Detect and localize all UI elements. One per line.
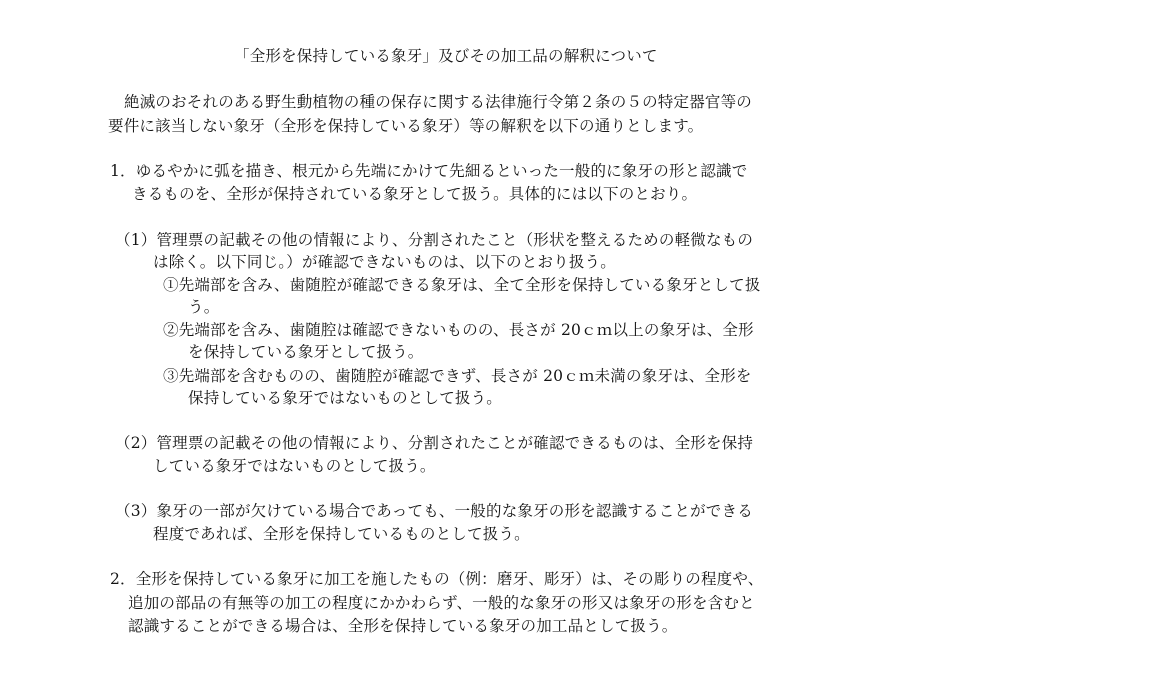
subsection-1-line-1: （1）管理票の記載その他の情報により、分割されたこと（形状を整えるための軽微なもの (115, 231, 754, 249)
subsection-1-line-2: は除く。以下同じ。）が確認できないものは、以下のとおり扱う。 (153, 253, 616, 271)
subsection-2-line-1: （2）管理票の記載その他の情報により、分割されたことが確認できるものは、全形を保持 (115, 434, 754, 452)
section-1-line-2: きるものを、全形が保持されている象牙として扱う。具体的には以下のとおり。 (132, 185, 698, 203)
subsection-3-line-1: （3）象牙の一部が欠けている場合であっても、一般的な象牙の形を認識することができる (115, 502, 753, 520)
section-2-line-2: 追加の部品の有無等の加工の程度にかかわらず、一般的な象牙の形又は象牙の形を含むと (128, 594, 755, 612)
intro-line-1: 絶滅のおそれのある野生動植物の種の保存に関する法律施行令第２条の５の特定器官等の (124, 93, 753, 111)
subsection-3-line-2: 程度であれば、全形を保持しているものとして扱う。 (153, 525, 530, 543)
item-3-line-2: 保持している象牙ではないものとして扱う。 (188, 389, 503, 407)
document-title: 「全形を保持している象牙」及びその加工品の解釈について (234, 47, 658, 65)
item-2-line-2: を保持している象牙として扱う。 (188, 343, 424, 361)
item-3-line-1: ③先端部を含むものの、歯随腔が確認できず、長さが 20ｃｍ未満の象牙は、全形を (163, 367, 752, 385)
item-1-line-1: ①先端部を含み、歯随腔が確認できる象牙は、全て全形を保持している象牙として扱 (163, 276, 761, 294)
item-1-line-2: う。 (188, 298, 220, 316)
subsection-2-line-2: している象牙ではないものとして扱う。 (153, 457, 436, 475)
item-2-line-1: ②先端部を含み、歯随腔は確認できないものの、長さが 20ｃｍ以上の象牙は、全形 (163, 321, 754, 339)
section-2-line-3: 認識することができる場合は、全形を保持している象牙の加工品として扱う。 (128, 617, 678, 635)
intro-line-2: 要件に該当しない象牙（全形を保持している象牙）等の解釈を以下の通りとします。 (108, 117, 704, 135)
section-1-line-1: 1．ゆるやかに弧を描き、根元から先端にかけて先細るといった一般的に象牙の形と認識で (110, 162, 748, 180)
section-2-line-1: 2．全形を保持している象牙に加工を施したもの（例：磨牙、彫牙）は、その彫りの程度や、 (110, 570, 764, 588)
